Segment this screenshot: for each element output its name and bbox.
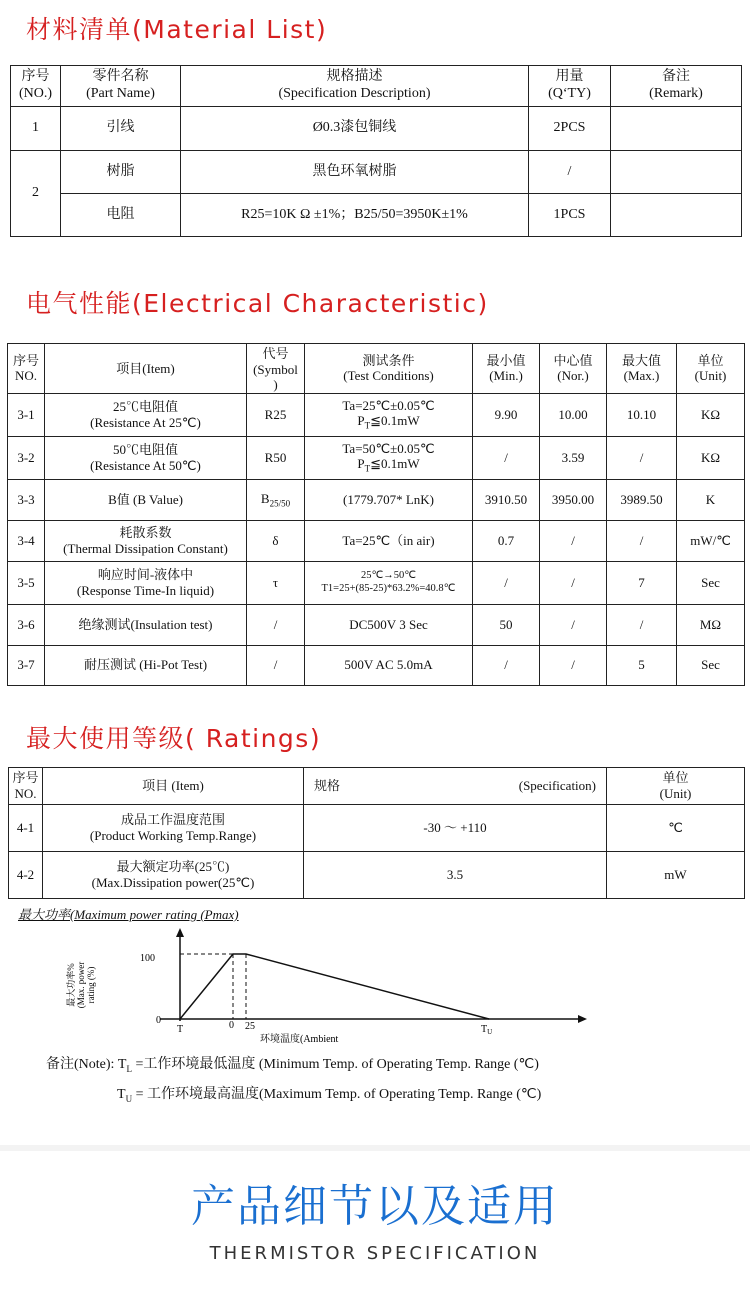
- header-spec: 规格描述 (Specification Description): [181, 66, 529, 107]
- cell-unit: Sec: [677, 561, 745, 604]
- svg-text:最大功率%: 最大功率%: [66, 963, 76, 1007]
- cell-item: 25℃电阻值 (Resistance At 25℃): [45, 393, 247, 436]
- cell-spec: Ø0.3漆包铜线: [181, 107, 529, 151]
- x-tick-0: 0: [229, 1020, 234, 1031]
- header-item: 项目 (Item): [43, 768, 304, 805]
- header-no: 序号 NO.: [8, 344, 45, 394]
- cell-spec: 黑色环氧树脂: [181, 151, 529, 194]
- cell-spec: -30 ～ +110: [304, 805, 607, 852]
- cell-no: 3-5: [8, 561, 45, 604]
- cell-min: /: [473, 561, 540, 604]
- cell-item: 50℃电阻值 (Resistance At 50℃): [45, 436, 247, 479]
- cell-item: 绝缘测试(Insulation test): [45, 604, 247, 645]
- header-part-name: 零件名称 (Part Name): [61, 66, 181, 107]
- cell-unit: mW/℃: [677, 520, 745, 561]
- cell-nor: 10.00: [540, 393, 607, 436]
- y-tick-0: 0: [156, 1015, 161, 1026]
- header-qty: 用量 (Q‘TY): [529, 66, 611, 107]
- cell-no: 3-3: [8, 479, 45, 520]
- y-axis-arrow-icon: [176, 928, 184, 937]
- cell-conditions: Ta=25℃±0.05℃ $P_T≦0.1mW$: [305, 393, 473, 436]
- table-row: [11, 107, 742, 151]
- table-row: [8, 479, 745, 520]
- derating-curve: [180, 954, 489, 1019]
- cell-nor: 3.59: [540, 436, 607, 479]
- cell-no: 2: [11, 151, 61, 237]
- table-row: [8, 604, 745, 645]
- cell-qty: 1PCS: [529, 194, 611, 237]
- x-tick-t: T: [177, 1024, 184, 1035]
- note-line-max-temp: $T_U$ = 工作环境最高温度(Maximum Temp. of Operating Temp. Range (℃): [117, 1087, 542, 1104]
- cell-nor: /: [540, 561, 607, 604]
- cell-max: /: [607, 520, 677, 561]
- table-header-row: [8, 344, 745, 394]
- cell-item: 成品工作温度范围 (Product Working Temp.Range): [43, 805, 304, 852]
- x-axis-arrow-icon: [578, 1015, 587, 1023]
- cell-conditions: Ta=50℃±0.05℃ $P_T≦0.1mW$: [305, 436, 473, 479]
- cell-part: 树脂: [61, 151, 181, 194]
- cell-symbol: τ: [247, 561, 305, 604]
- cell-unit: mW: [607, 852, 745, 899]
- header-max: 最大值 (Max.): [607, 344, 677, 394]
- cell-spec: 3.5: [304, 852, 607, 899]
- table-row: [8, 393, 745, 436]
- table-row: [11, 151, 742, 194]
- table-row: [9, 852, 745, 899]
- svg-text:(Max. power: (Max. power: [76, 961, 86, 1009]
- electrical-title: 电气性能(Electrical Characteristic): [26, 289, 489, 318]
- cell-remark: [611, 107, 742, 151]
- header-no: 序号 NO.: [9, 768, 43, 805]
- cell-no: 4-2: [9, 852, 43, 899]
- cell-conditions: (1779.707* LnK): [305, 479, 473, 520]
- cell-max: 3989.50: [607, 479, 677, 520]
- cell-min: 3910.50: [473, 479, 540, 520]
- table-header-row: [9, 768, 745, 805]
- cell-symbol: R50: [247, 436, 305, 479]
- table-row: [11, 194, 742, 237]
- table-row: [8, 645, 745, 685]
- header-no: 序号 (NO.): [11, 66, 61, 107]
- table-row: [9, 805, 745, 852]
- cell-symbol: R25: [247, 393, 305, 436]
- cell-max: /: [607, 604, 677, 645]
- cell-symbol: $B_{25/50}$: [247, 479, 305, 520]
- cell-nor: /: [540, 520, 607, 561]
- cell-conditions: DC500V 3 Sec: [305, 604, 473, 645]
- cell-item: 耐压测试 (Hi-Pot Test): [45, 645, 247, 685]
- cell-remark: [611, 151, 742, 194]
- y-tick-100: 100: [140, 953, 155, 964]
- cell-no: 1: [11, 107, 61, 151]
- svg-text:rating (%): rating (%): [86, 966, 96, 1004]
- ratings-table: [8, 767, 745, 899]
- cell-conditions: 25℃→50℃ T1=25+(85-25)*63.2%=40.8℃: [305, 561, 473, 604]
- cell-item: 最大额定功率(25℃) (Max.Dissipation power(25℃): [43, 852, 304, 899]
- cell-item: 耗散系数 (Thermal Dissipation Constant): [45, 520, 247, 561]
- header-spec: 规格 (Specification): [304, 768, 607, 805]
- material-list-table: [10, 65, 742, 237]
- cell-unit: KΩ: [677, 436, 745, 479]
- header-unit: 单位 (Unit): [677, 344, 745, 394]
- cell-no: 3-6: [8, 604, 45, 645]
- cell-item: B值 (B Value): [45, 479, 247, 520]
- header-unit: 单位 (Unit): [607, 768, 745, 805]
- cell-max: /: [607, 436, 677, 479]
- table-header-row: [11, 66, 742, 107]
- header-test-conditions: 测试条件 (Test Conditions): [305, 344, 473, 394]
- electrical-table: [7, 343, 745, 686]
- cell-max: 7: [607, 561, 677, 604]
- cell-nor: /: [540, 604, 607, 645]
- cell-min: 0.7: [473, 520, 540, 561]
- cell-remark: [611, 194, 742, 237]
- x-axis-label: 环境温度(Ambient: [260, 1034, 339, 1045]
- cell-conditions: 500V AC 5.0mA: [305, 645, 473, 685]
- header-symbol: 代号 (Symbol ): [247, 344, 305, 394]
- cell-no: 4-1: [9, 805, 43, 852]
- cell-conditions: Ta=25℃（in air): [305, 520, 473, 561]
- cell-unit: ℃: [607, 805, 745, 852]
- cell-max: 5: [607, 645, 677, 685]
- cell-symbol: /: [247, 604, 305, 645]
- cell-min: 50: [473, 604, 540, 645]
- power-rating-graph-title: 最大功率(Maximum power rating (Pmax): [18, 907, 239, 922]
- cell-min: /: [473, 645, 540, 685]
- header-nor: 中心值 (Nor.): [540, 344, 607, 394]
- cell-max: 10.10: [607, 393, 677, 436]
- y-axis-label: [65, 962, 96, 1009]
- cell-unit: K: [677, 479, 745, 520]
- cell-unit: MΩ: [677, 604, 745, 645]
- cell-symbol: δ: [247, 520, 305, 561]
- header-remark: 备注 (Remark): [611, 66, 742, 107]
- cell-symbol: /: [247, 645, 305, 685]
- cell-unit: Sec: [677, 645, 745, 685]
- footer-title: 产品细节以及适用: [191, 1181, 559, 1232]
- ratings-title: 最大使用等级( Ratings): [26, 724, 322, 753]
- cell-nor: /: [540, 645, 607, 685]
- table-row: [8, 561, 745, 604]
- cell-min: /: [473, 436, 540, 479]
- material-list-title: 材料清单(Material List): [26, 15, 328, 44]
- cell-qty: 2PCS: [529, 107, 611, 151]
- section-divider: [0, 1145, 750, 1151]
- cell-no: 3-2: [8, 436, 45, 479]
- footer-subtitle: THERMISTOR SPECIFICATION: [209, 1243, 541, 1264]
- cell-qty: /: [529, 151, 611, 194]
- table-row: [8, 520, 745, 561]
- cell-item: 响应时间-液体中 (Response Time-In liquid): [45, 561, 247, 604]
- cell-min: 9.90: [473, 393, 540, 436]
- header-min: 最小值 (Min.): [473, 344, 540, 394]
- table-row: [8, 436, 745, 479]
- header-item: 项目(Item): [45, 344, 247, 394]
- power-rating-graph: [0, 925, 750, 1050]
- note-line-min-temp: 备注(Note): $T_L$ =工作环境最低温度 (Minimum Temp. of Operating Temp. Range (℃): [46, 1057, 539, 1074]
- cell-nor: 3950.00: [540, 479, 607, 520]
- cell-no: 3-7: [8, 645, 45, 685]
- cell-no: 3-1: [8, 393, 45, 436]
- cell-unit: KΩ: [677, 393, 745, 436]
- cell-no: 3-4: [8, 520, 45, 561]
- cell-part: 电阻: [61, 194, 181, 237]
- cell-spec: R25=10K Ω ±1%；B25/50=3950K±1%: [181, 194, 529, 237]
- x-tick-25: 25: [245, 1021, 255, 1032]
- cell-part: 引线: [61, 107, 181, 151]
- x-tick-tu: $T_U$: [481, 1024, 493, 1036]
